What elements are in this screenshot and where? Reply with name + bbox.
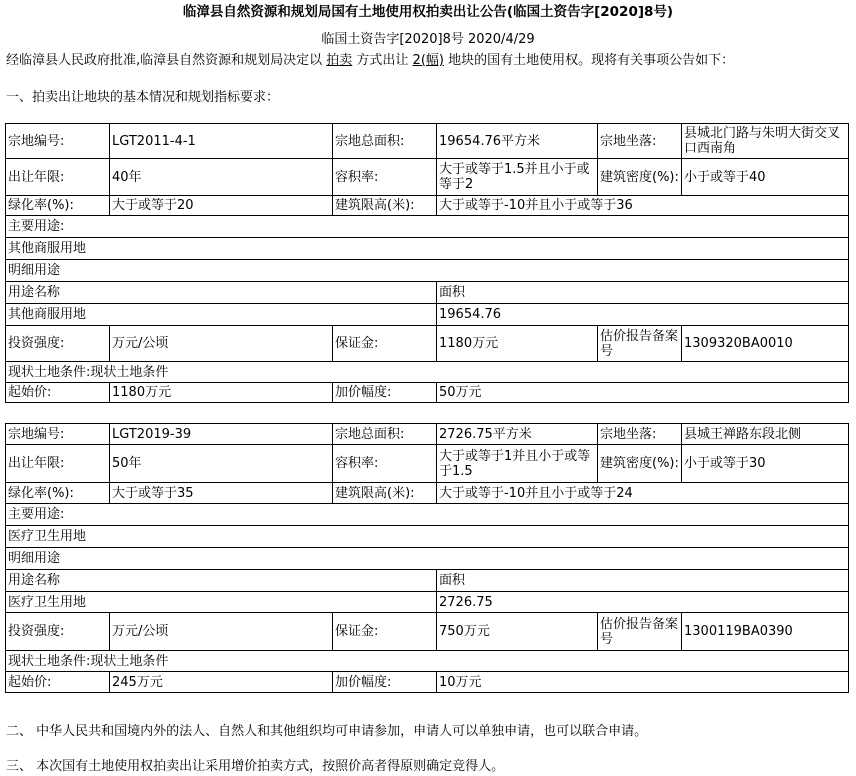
parcel-table-2 <box>5 423 849 693</box>
label-green: 绿化率(%): <box>6 196 110 216</box>
intro-mid: 方式出让 <box>352 53 413 68</box>
deposit: 1180万元 <box>437 326 598 362</box>
label-detail-use: 明细用途 <box>6 548 849 570</box>
label-invest: 投资强度: <box>6 326 110 362</box>
label-far: 容积率: <box>333 445 437 483</box>
intro-method: 拍卖 <box>326 53 353 68</box>
section-3-text: 三、 本次国有土地使用权拍卖出让采用增价拍卖方式，按照价高者得原则确定竞得人。 <box>6 759 505 774</box>
term: 40年 <box>110 159 333 196</box>
start-price: 1180万元 <box>110 383 333 403</box>
label-location: 宗地坐落: <box>598 424 682 445</box>
green: 大于或等于35 <box>110 483 333 504</box>
label-parcel-no: 宗地编号: <box>6 424 110 445</box>
total-area: 2726.75平方米 <box>437 424 598 445</box>
label-detail-use: 明细用途 <box>6 260 849 282</box>
invest: 万元/公顷 <box>110 326 333 362</box>
label-main-use: 主要用途: <box>6 216 849 238</box>
location: 县城北门路与朱明大街交叉口西南角 <box>682 124 849 159</box>
section-2-text: 二、 中华人民共和国境内外的法人、自然人和其他组织均可申请参加，申请人可以单独申请，也可以联合申请。 <box>6 724 648 739</box>
label-density: 建筑密度(%): <box>598 159 682 196</box>
label-location: 宗地坐落: <box>598 124 682 159</box>
label-use-name: 用途名称 <box>6 282 437 304</box>
notice-number-date: 临国土资告字[2020]8号 2020/4/29 <box>321 32 535 47</box>
label-use-name: 用途名称 <box>6 570 437 592</box>
report-no: 1309320BA0010 <box>682 326 849 362</box>
section-1-heading: 一、拍卖出让地块的基本情况和规划指标要求： <box>6 90 280 105</box>
label-status: 现状土地条件: <box>8 364 91 380</box>
density: 小于或等于40 <box>682 159 849 196</box>
label-height: 建筑限高(米): <box>333 196 437 216</box>
label-increment: 加价幅度: <box>333 383 437 403</box>
invest: 万元/公顷 <box>110 613 333 651</box>
location: 县城王禅路东段北侧 <box>682 424 849 445</box>
label-term: 出让年限: <box>6 159 110 196</box>
report-no: 1300119BA0390 <box>682 613 849 651</box>
use-area: 19654.76 <box>437 304 849 326</box>
term: 50年 <box>110 445 333 483</box>
label-deposit: 保证金: <box>333 326 437 362</box>
label-green: 绿化率(%): <box>6 483 110 504</box>
main-use: 其他商服用地 <box>6 238 849 260</box>
total-area: 19654.76平方米 <box>437 124 598 159</box>
label-total-area: 宗地总面积: <box>333 124 437 159</box>
parcel-table-1 <box>5 123 849 403</box>
label-density: 建筑密度(%): <box>598 445 682 483</box>
status: 现状土地条件 <box>90 364 169 380</box>
use-name: 其他商服用地 <box>6 304 437 326</box>
label-increment: 加价幅度: <box>333 672 437 693</box>
density: 小于或等于30 <box>682 445 849 483</box>
intro-paragraph <box>6 52 734 70</box>
status-row <box>6 362 849 383</box>
label-height: 建筑限高(米): <box>333 483 437 504</box>
intro-count: 2(幅) <box>412 53 444 68</box>
label-report: 估价报告备案号 <box>598 326 682 362</box>
far: 大于或等于1.5并且小于或等于2 <box>437 159 598 196</box>
use-name: 医疗卫生用地 <box>6 592 437 613</box>
label-far: 容积率: <box>333 159 437 196</box>
use-area: 2726.75 <box>437 592 849 613</box>
green: 大于或等于20 <box>110 196 333 216</box>
increment: 10万元 <box>437 672 849 693</box>
parcel-no: LGT2019-39 <box>110 424 333 445</box>
height: 大于或等于-10并且小于或等于36 <box>437 196 849 216</box>
label-start-price: 起始价: <box>6 672 110 693</box>
label-status: 现状土地条件: <box>8 653 91 669</box>
label-area: 面积 <box>437 570 849 592</box>
main-use: 医疗卫生用地 <box>6 526 849 548</box>
intro-pre: 经临漳县人民政府批准,临漳县自然资源和规划局决定以 <box>6 53 327 68</box>
far: 大于或等于1并且小于或等于1.5 <box>437 445 598 483</box>
label-main-use: 主要用途: <box>6 504 849 526</box>
label-parcel-no: 宗地编号: <box>6 124 110 159</box>
label-total-area: 宗地总面积: <box>333 424 437 445</box>
increment: 50万元 <box>437 383 849 403</box>
start-price: 245万元 <box>110 672 333 693</box>
parcel-no: LGT2011-4-1 <box>110 124 333 159</box>
label-area: 面积 <box>437 282 849 304</box>
label-invest: 投资强度: <box>6 613 110 651</box>
label-term: 出让年限: <box>6 445 110 483</box>
status: 现状土地条件 <box>90 653 169 669</box>
label-report: 估价报告备案号 <box>598 613 682 651</box>
deposit: 750万元 <box>437 613 598 651</box>
intro-post: 地块的国有土地使用权。现将有关事项公告如下： <box>443 53 735 68</box>
label-start-price: 起始价: <box>6 383 110 403</box>
notice-title: 临漳县自然资源和规划局国有土地使用权拍卖出让公告(临国土资告字[2020]8号) <box>182 4 674 20</box>
label-deposit: 保证金: <box>333 613 437 651</box>
height: 大于或等于-10并且小于或等于24 <box>437 483 849 504</box>
status-row <box>6 651 849 672</box>
